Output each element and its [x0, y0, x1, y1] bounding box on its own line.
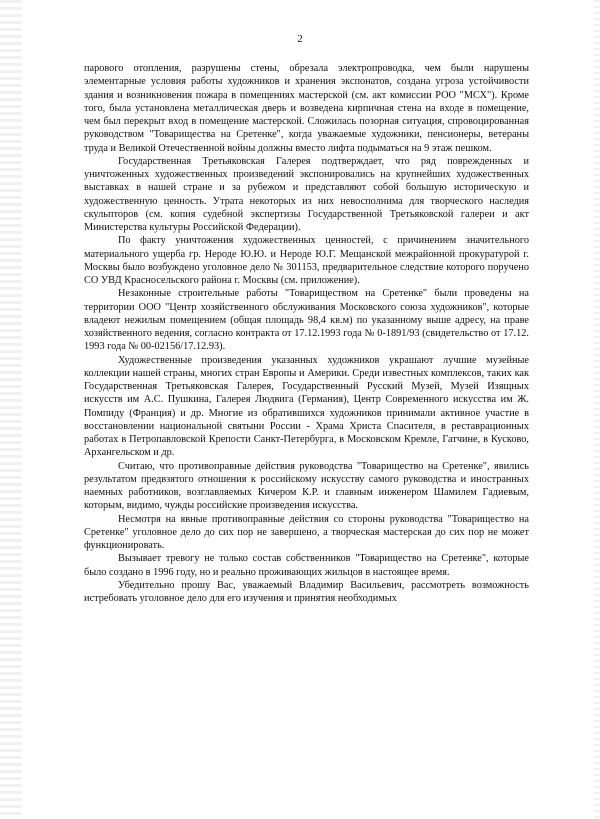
- letter-body: [84, 62, 529, 605]
- paragraph-owners-concern: Вызывает тревогу не только состав собственников "Товарищество на Сретенке", которые было создано в 1996 году, но и реально проживающих жильцов в настоящее время.: [84, 553, 529, 578]
- paragraph-case-not-closed: Несмотря на явные противоправные действия со стороны руководства "Товарищество на Сретенке" уголовное дело до сих пор не завершено, а творческая мастерская до сих пор не может функционировать.: [84, 513, 529, 551]
- paragraph-criminal-case: По факту уничтожения художественных ценностей, с причинением значительного материального ущерба гр. Нероде Ю.Ю. и Нероде Ю.Г. Мещанской межрайонной прокуратурой г. Москвы было возбуждено уголовное дело № 301153, предварительное следствие которого поручено СО УВД Красносельского района г. Москвы (см. приложение).: [84, 235, 529, 286]
- paragraph-request: Убедительно прошу Вас, уважаемый Владимир Васильевич, рассмотреть возможность истребовать уголовное дело для его изучения и принятия необходимых: [84, 579, 529, 604]
- scan-edge-right: [594, 0, 600, 819]
- paragraph-museum-collections: Художественные произведения указанных художников украшают лучшие музейные коллекции нашей страны, многих стран Европы и Америки. Среди известных комплексов, таких как Государственная Третьяковская Галерея, Государственный Русский Музей, Музей Изящных искусств им А.С. Пушкина, Галерея Людвига (Германия), Центр Современного искусства им Ж. Помпиду (Франция) и др. Многие из обратившихся художников принимали активное участие в восстановлении национальной святыни России - Храма Христа Спасителя, в реставрационных работах в Петропавловской Крепости Санкт-Петербурга, в Московском Кремле, Гатчине, в Кусково, Архангельском и др.: [84, 354, 529, 459]
- page-number: 2: [297, 33, 303, 45]
- paragraph-unlawful-actions: Считаю, что противоправные действия руководства "Товарищество на Сретенке", явились результатом предвзятого отношения к российскому искусству самого руководства и иностранных наемных работников, возглавляемых Кичером К.Р. и главным инженером Шамилем Гадиевым, которым, видимо, чужды российские произведения искусства.: [84, 460, 529, 512]
- paragraph-tretyakov-gallery: Государственная Третьяковская Галерея подтверждает, что ряд поврежденных и уничтоженных художественных произведений экспонировались на крупнейших художественных выставках в нашей стране и за рубежом и представляют собой большую историческую и художественную ценность. Утрата некоторых из них невосполнима для творческого наследия скульпторов (см. копия судебной экспертизы Государственной Третьяковской галереи и акт Министерства культуры Российской Федерации).: [84, 155, 529, 233]
- paragraph-continuation: парового отопления, разрушены стены, обрезала электропроводка, чем были нарушены элементарные условия работы художников и хранения экспонатов, создана угроза устойчивости здания и возникновения пожара в помещениях мастерской (см. акт комиссии РОО "МСХ"). Кроме того, была установлена металлическая дверь и возведена кирпичная стена на входе в помещение, чем был перекрыт вход в помещение мастерской. Сложилась позорная ситуация, спровоцированная руководством "Товарищества на Сретенке", когда уважаемые художники, пенсионеры, ветераны труда и Великой Отечественной войны должны вместо лифта подыматься на 9 этаж пешком.: [84, 63, 529, 154]
- scan-edge-left: [0, 0, 22, 819]
- paragraph-illegal-works: Незаконные строительные работы "Товариществом на Сретенке" были проведены на территории ООО "Центр хозяйственного обслуживания Московского союза художников", которые владеют нежилым помещением (общая площадь 98,4 кв.м) по указанному выше адресу, на праве хозяйственного ведения, согласно контракта от 17.12.1993 года № 0-1891/93 (свидетельство от 17.12. 1993 года № 00-02156/17.12.93).: [84, 288, 529, 353]
